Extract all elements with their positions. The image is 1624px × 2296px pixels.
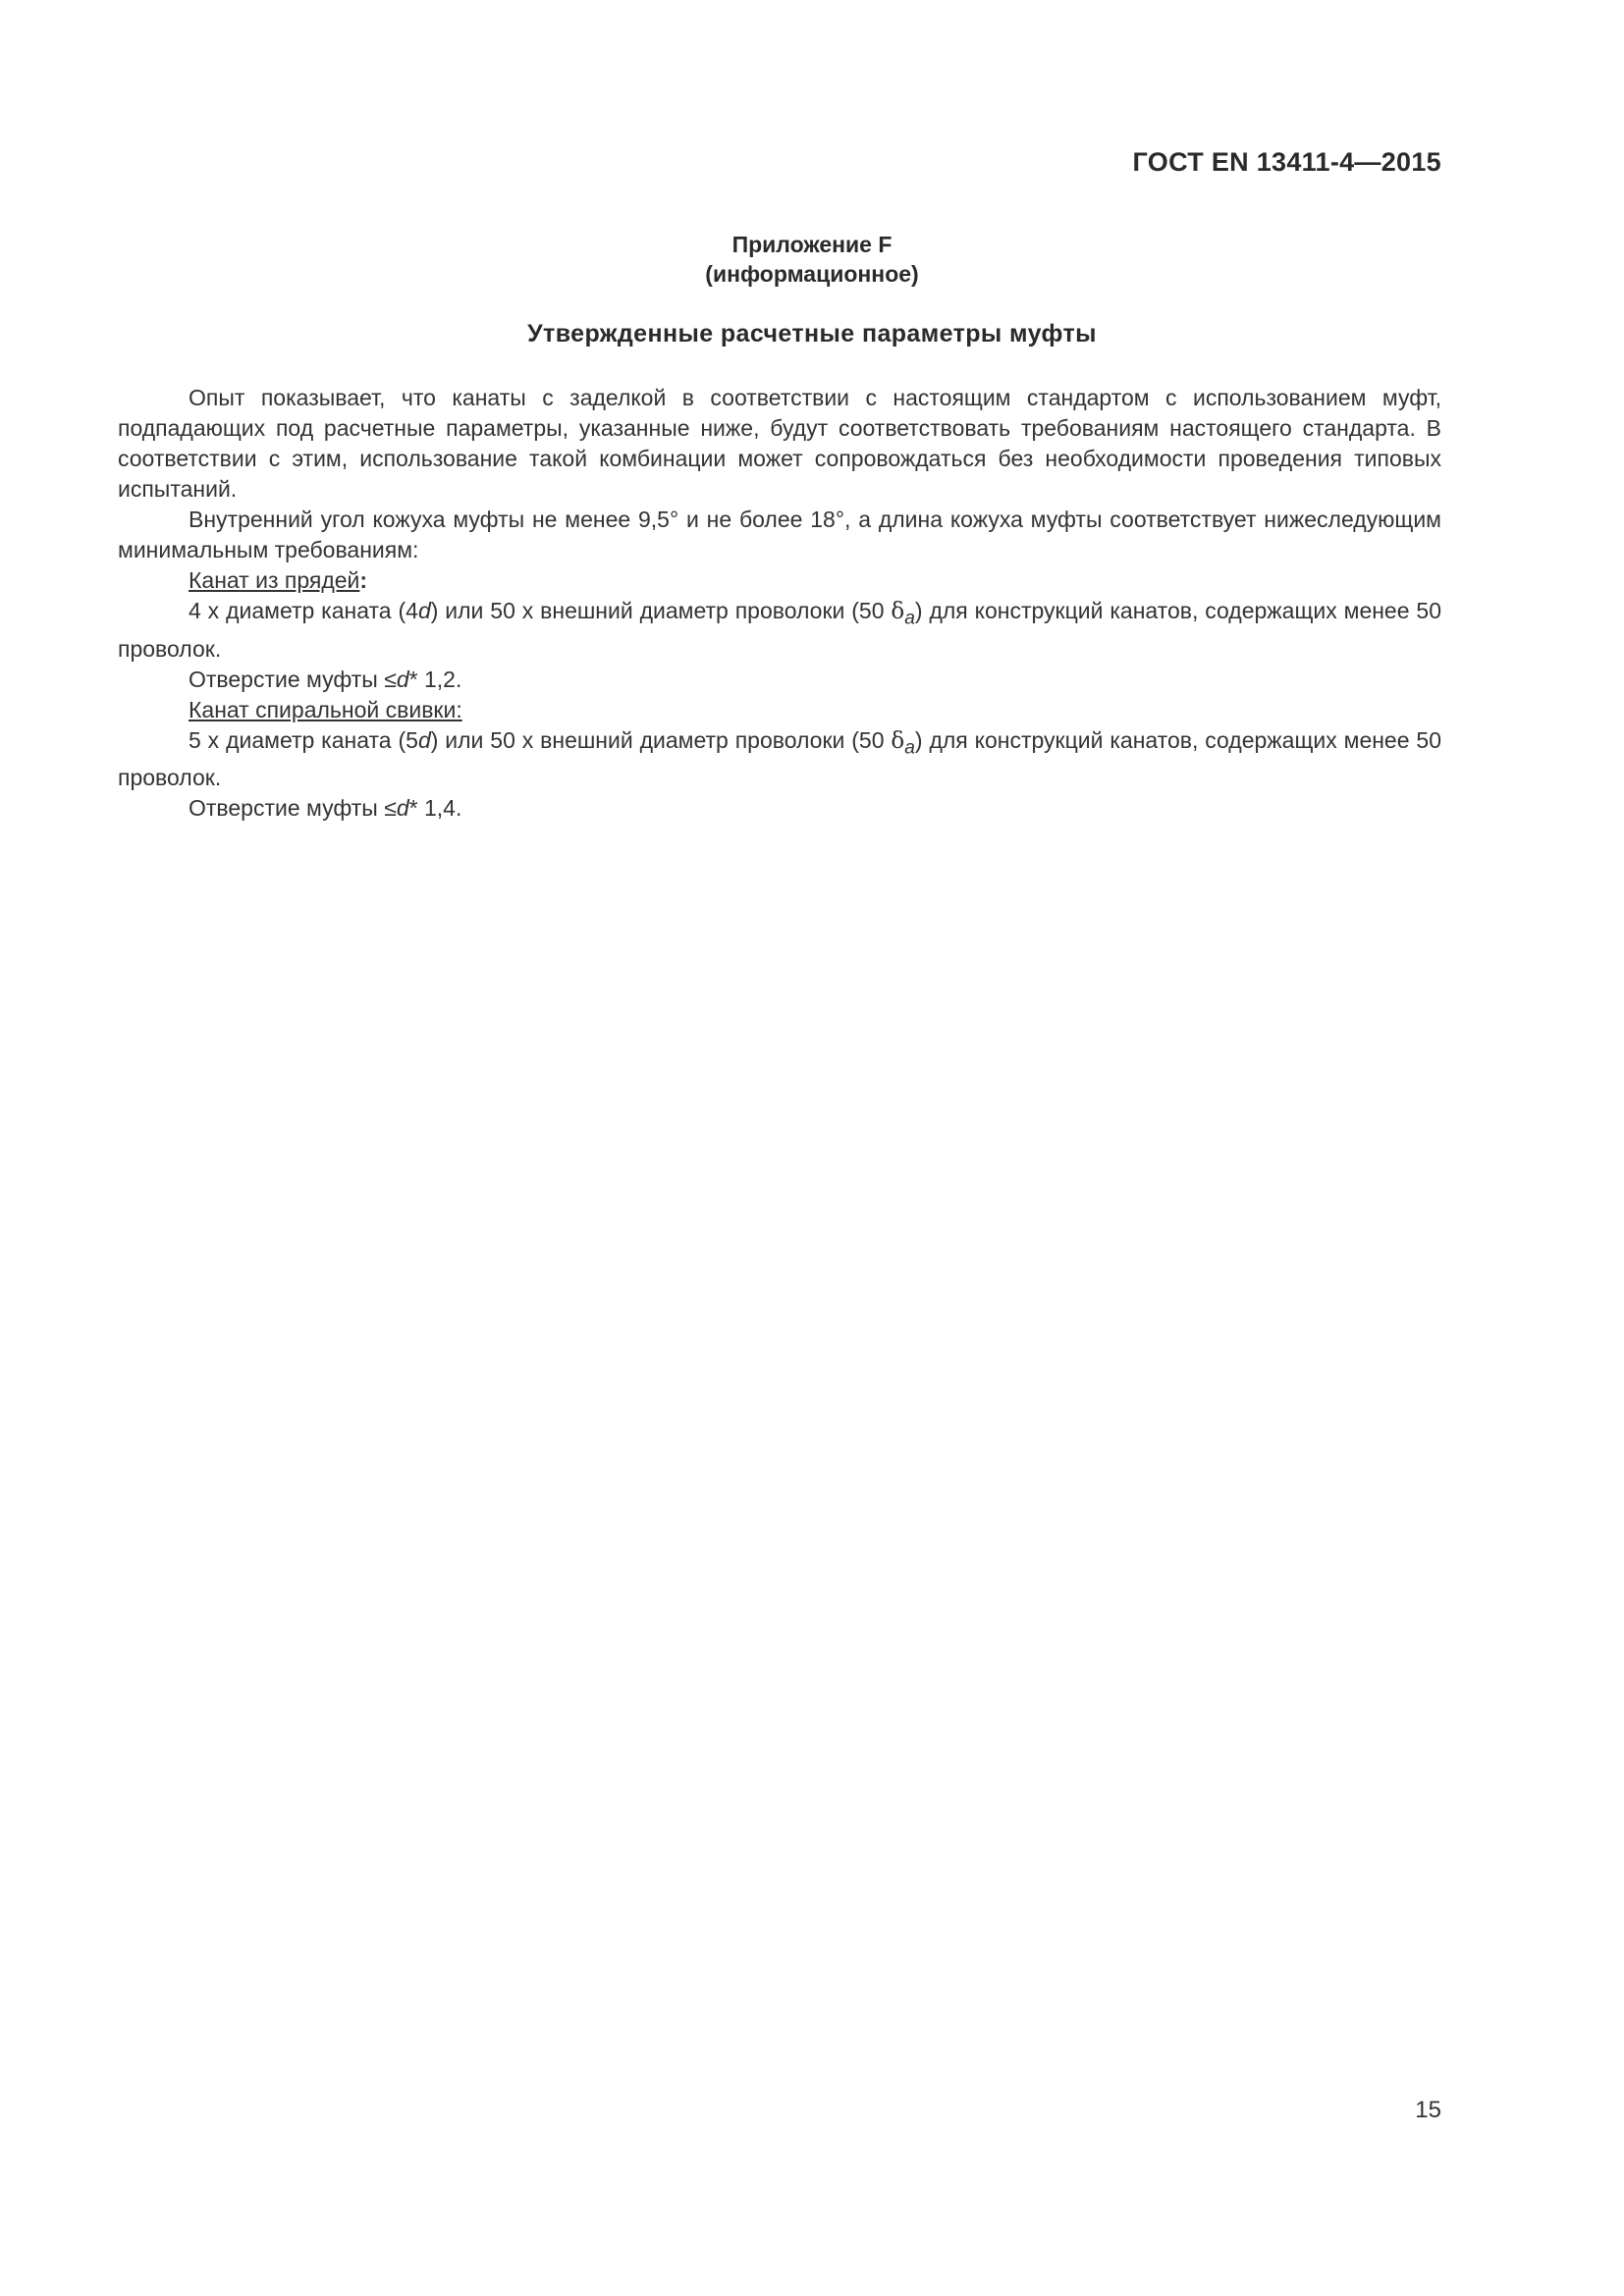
symbol-d: d [417, 726, 431, 753]
subscript-a: a [904, 737, 915, 759]
text-run: * 1,2. [408, 666, 462, 692]
symbol-delta: δ [891, 727, 905, 754]
symbol-d: d [417, 598, 431, 623]
text-run: Отверстие муфты ≤ [189, 666, 397, 692]
annex-type: (информационное) [705, 261, 919, 287]
symbol-d: d [396, 666, 409, 692]
stranded-rope-length [118, 596, 1441, 665]
body-text [118, 383, 1441, 824]
document-code: ГОСТ EN 13411-4—2015 [1132, 147, 1441, 177]
annex-heading [0, 230, 1624, 289]
spiral-rope-length [118, 725, 1441, 794]
text-run: 4 х диаметр каната (4 [189, 598, 418, 623]
annex-title: Утвержденные расчетные параметры муфты [527, 320, 1097, 347]
text-run: ) для конструкций канатов, содержащих менее 50 проволок. [118, 726, 1441, 791]
paragraph-experience: Опыт показывает, что канаты с заделкой в соответствии с настоящим стандартом с использованием муфт, подпадающих под расчетные параметры, указанные ниже, будут соответствовать требованиям настоящего стандарта. В соответствии с этим, использование такой комбинации может сопровождаться без необходимости проведения типовых испытаний. [118, 385, 1441, 502]
spiral-rope-heading-text: Канат спиральной свивки: [189, 696, 462, 722]
text-run: Отверстие муфты ≤ [189, 795, 397, 822]
stranded-rope-bore [118, 665, 1441, 695]
stranded-rope-heading [118, 565, 1441, 596]
page-number: 15 [1415, 2097, 1441, 2123]
stranded-rope-heading-colon: : [359, 567, 368, 593]
symbol-delta: δ [891, 599, 905, 624]
subscript-a: a [904, 608, 915, 629]
text-run: ) для конструкций канатов, содержащих менее 50 проволок. [118, 598, 1441, 662]
text-run: ) или 50 х внешний диаметр проволоки (50 [430, 598, 892, 623]
text-run: * 1,4. [408, 795, 462, 822]
text-run: ) или 50 х внешний диаметр проволоки (50 [430, 726, 892, 753]
spiral-rope-bore [118, 793, 1441, 824]
spiral-rope-heading [118, 695, 1441, 725]
annex-label: Приложение F [731, 232, 893, 257]
paragraph-inner-angle: Внутренний угол кожуха муфты не менее 9,5° и не более 18°, а длина кожуха муфты соответствует нижеследующим минимальным требованиям: [118, 507, 1441, 562]
symbol-d: d [396, 795, 409, 822]
text-run: 5 х диаметр каната (5 [189, 726, 418, 753]
stranded-rope-heading-text: Канат из прядей [189, 567, 360, 593]
